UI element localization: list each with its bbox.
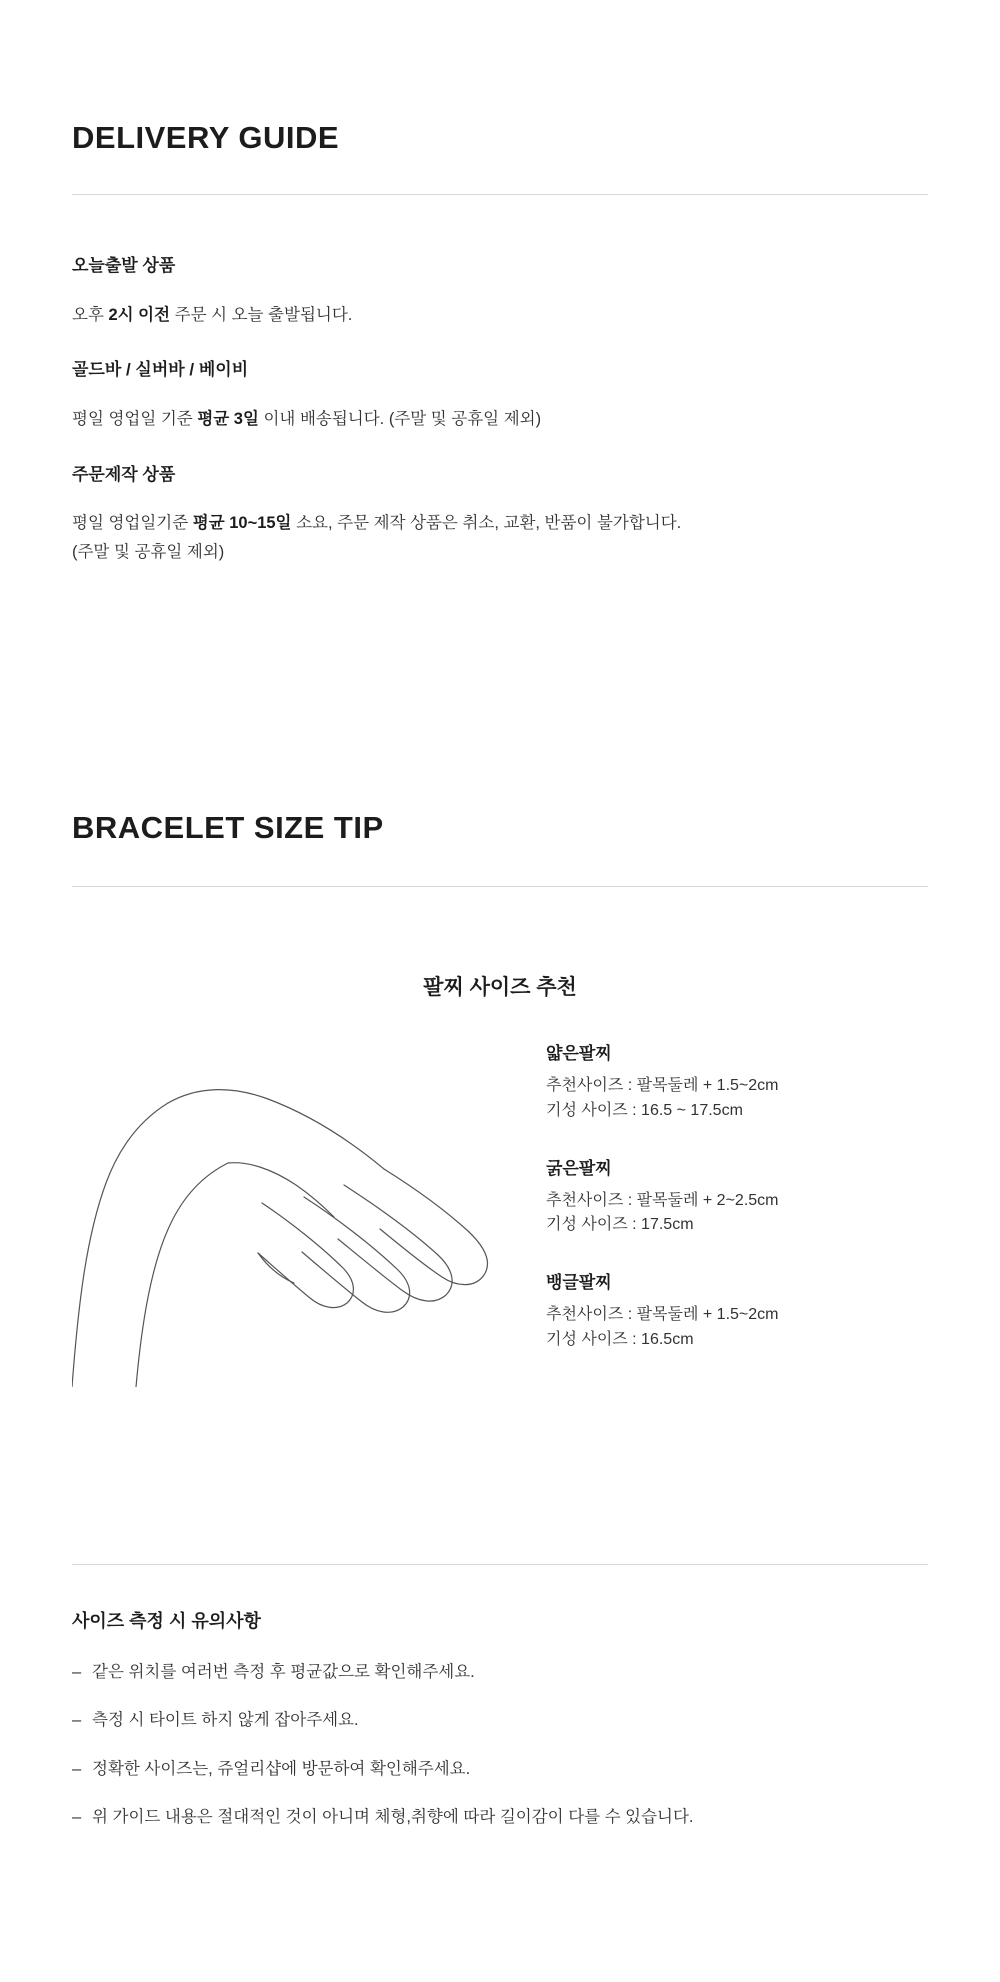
size-notice-list: [72, 1659, 928, 1831]
size-item-thin-ready: 기성 사이즈 : 16.5 ~ 17.5cm: [546, 1101, 743, 1119]
delivery-block-today-heading: 오늘출발 상품: [72, 256, 176, 275]
text-post: 주문 시 오늘 출발됩니다.: [170, 305, 353, 324]
delivery-block-custom-heading: 주문제작 상품: [72, 464, 176, 484]
bracelet-size-subtitle: 팔찌 사이즈 추천: [423, 976, 577, 999]
list-item: [72, 1804, 928, 1830]
divider: [72, 886, 928, 887]
delivery-guide-title: DELIVERY GUIDE: [72, 120, 340, 155]
text-bold: 평균 3일: [197, 409, 259, 428]
delivery-block-custom-body: [72, 509, 928, 538]
spacer: [72, 434, 928, 462]
size-item-thick-title: 굵은팔찌: [546, 1158, 612, 1178]
bracelet-size-tip-title: BRACELET SIZE TIP: [72, 810, 384, 845]
text-pre: 평일 영업일기준: [72, 514, 193, 533]
delivery-block-today-body: [72, 301, 928, 330]
text-pre: 오후: [72, 305, 109, 324]
dash-marker: –: [72, 1711, 82, 1730]
bracelet-size-body: [72, 1039, 928, 1392]
text-post: 이내 배송됩니다. (주말 및 공휴일 제외): [258, 409, 542, 428]
spacer: [72, 487, 928, 509]
spacer: [72, 383, 928, 405]
spacer: [72, 329, 928, 357]
text-bold: 2시 이전: [108, 305, 171, 324]
size-item-thick-recommend: 추천사이즈 : 팔목둘레 + 2~2.5cm: [546, 1191, 779, 1209]
list-item-text: 정확한 사이즈는, 쥬얼리샵에 방문하여 확인해주세요.: [92, 1759, 471, 1778]
hand-wrist-illustration: [72, 1039, 532, 1392]
list-item-text: 위 가이드 내용은 절대적인 것이 아니며 체형,취향에 따라 길이감이 다를 수 있습니다.: [92, 1808, 694, 1827]
bracelet-size-list: [532, 1039, 928, 1353]
size-notice-title: 사이즈 측정 시 유의사항: [72, 1611, 261, 1631]
delivery-block-bars-body: [72, 405, 928, 434]
spacer: [72, 195, 928, 253]
text-post: 소요, 주문 제작 상품은 취소, 교환, 반품이 불가합니다.: [291, 514, 682, 533]
size-item-thin-title: 얇은팔찌: [546, 1044, 612, 1063]
size-item-bangle: [546, 1268, 928, 1353]
delivery-block-today: [72, 253, 928, 329]
delivery-block-custom-body-line2: (주말 및 공휴일 제외): [72, 543, 225, 562]
delivery-block-bars: [72, 357, 928, 433]
list-item-text: 측정 시 타이트 하지 않게 잡아주세요.: [92, 1711, 359, 1730]
bracelet-size-tip-section: [72, 810, 928, 1392]
delivery-guide-section: [72, 120, 928, 567]
size-item-thick: [546, 1154, 928, 1239]
size-item-thin: [546, 1039, 928, 1124]
text-pre: 평일 영업일 기준: [72, 409, 198, 428]
dash-marker: –: [72, 1808, 82, 1827]
list-item: [72, 1659, 928, 1685]
list-item: [72, 1707, 928, 1733]
dash-marker: –: [72, 1759, 82, 1778]
spacer: [72, 279, 928, 301]
size-item-thin-recommend: 추천사이즈 : 팔목둘레 + 1.5~2cm: [546, 1077, 779, 1094]
size-notice-section: [72, 1564, 928, 1853]
list-item: [72, 1756, 928, 1782]
text-bold: 평균 10~15일: [192, 514, 292, 533]
size-item-bangle-title: 뱅글팔찌: [546, 1273, 612, 1293]
dash-marker: –: [72, 1663, 82, 1681]
delivery-block-bars-heading: 골드바 / 실버바 / 베이비: [72, 360, 249, 380]
size-item-thick-ready: 기성 사이즈 : 17.5cm: [546, 1216, 694, 1234]
size-item-bangle-recommend: 추천사이즈 : 팔목둘레 + 1.5~2cm: [546, 1306, 779, 1324]
divider: [72, 1564, 928, 1565]
delivery-block-custom: [72, 462, 928, 567]
size-item-bangle-ready: 기성 사이즈 : 16.5cm: [546, 1330, 694, 1348]
list-item-text: 같은 위치를 여러번 측정 후 평균값으로 확인해주세요.: [92, 1663, 475, 1681]
